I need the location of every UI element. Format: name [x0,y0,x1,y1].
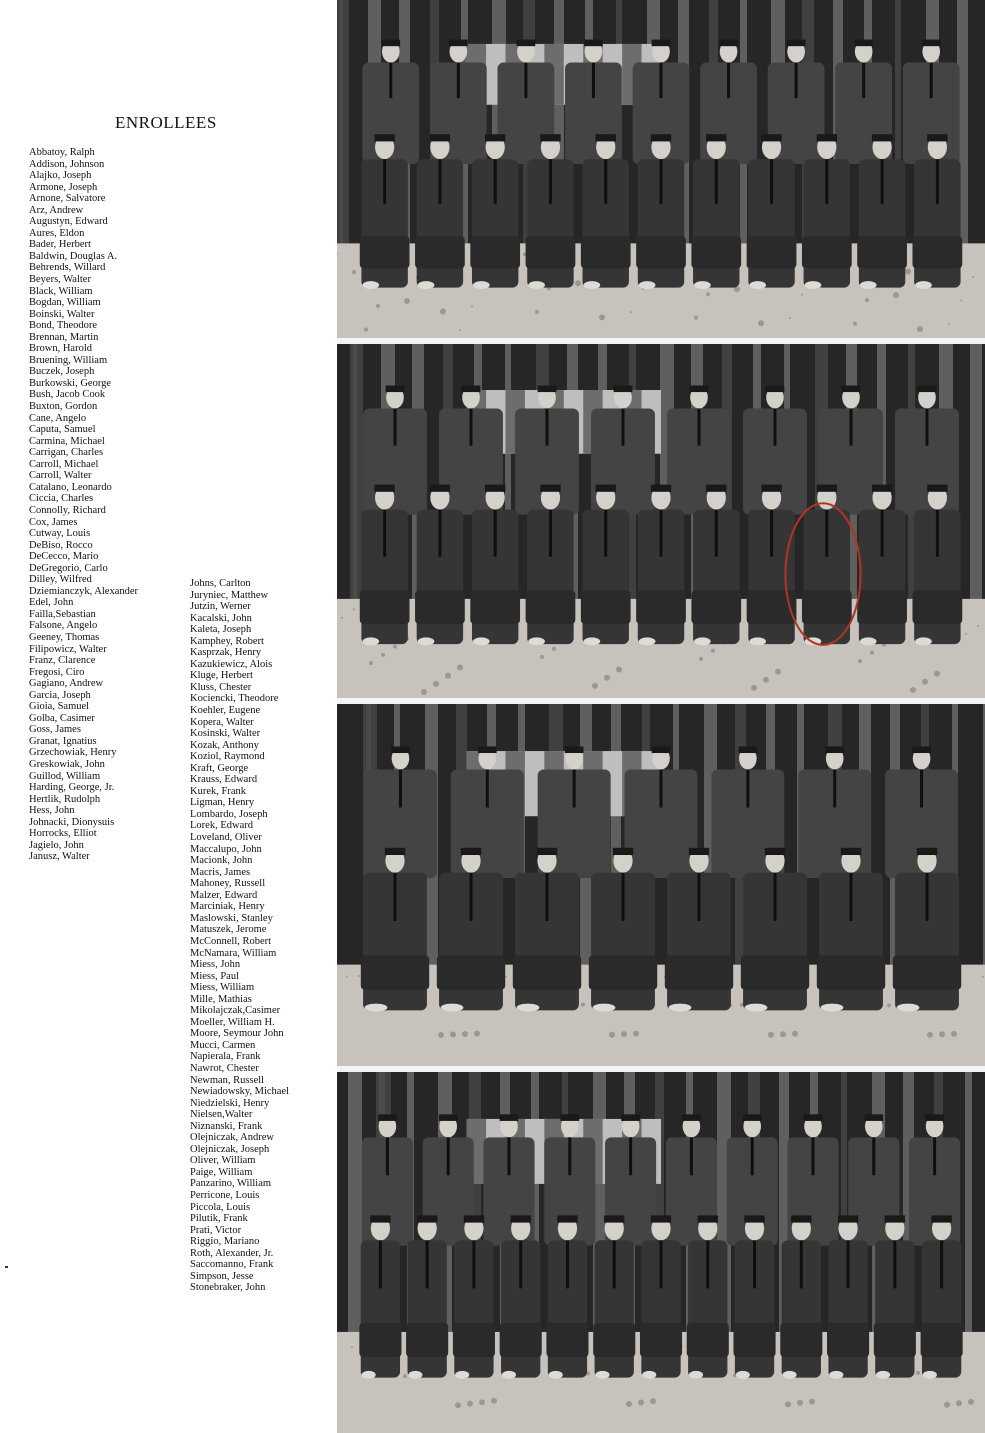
enrollee-name: McNamara, William [190,947,277,959]
enrollee-name: Mucci, Carmen [190,1039,256,1051]
enrollee-name: Jagielo, John [29,839,84,851]
enrollee-name: Buczek, Joseph [29,366,95,378]
enrollee-name: Franz, Clarence [29,655,96,667]
enrollee-name: Carroll, Michael [29,458,99,470]
enrollee-name: Baldwin, Douglas A. [29,250,118,262]
enrollee-name: Falsone, Angelo [29,620,98,632]
enrollee-name: Augustyn, Edward [29,216,108,228]
enrollee-name: Alajko, Joseph [29,170,92,182]
enrollee-name: Niznanski, Frank [190,1120,263,1132]
enrollee-name: Abbatoy, Ralph [29,147,95,158]
enrollee-name: Caputa, Samuel [29,424,96,436]
enrollee-name: Bond, Theodore [29,320,98,332]
enrollee-name: Olejniczak, Joseph [190,1143,270,1155]
enrollee-name: Hess, John [29,805,75,817]
photo-image [337,1072,985,1433]
enrollee-name: Fregosi, Ciro [29,666,85,678]
enrollee-name: Bruening, William [29,354,108,366]
enrollee-name: Garcia, Joseph [29,689,91,701]
enrollee-name: Greskowiak, John [29,758,105,770]
enrollee-name: Moore, Seymour John [190,1028,284,1040]
enrollee-name: Roth, Alexander, Jr. [190,1247,274,1259]
enrollee-name: Kluss, Chester [190,681,252,693]
enrollee-name: Johns, Carlton [190,578,251,589]
enrollee-name: Connolly, Richard [29,504,106,516]
enrollee-name: Aures, Eldon [29,227,85,239]
enrollee-name: Newiadowsky, Michael [190,1086,290,1098]
enrollee-name: Addison, Johnson [29,158,105,170]
enrollee-name: Lombardo, Joseph [190,808,268,820]
enrollee-name: Jutzin, Werner [190,601,251,613]
enrollee-name: Boinski, Walter [29,308,95,320]
enrollee-name: Black, William [29,285,93,297]
enrollee-name: Brennan, Martin [29,331,99,343]
scan-speck [5,1266,8,1268]
group-photo-3 [337,704,985,1066]
enrollee-name: Filipowicz, Walter [29,643,107,655]
enrollee-name: Kluge, Herbert [190,670,253,682]
enrollee-name: Johnacki, Dionysuis [29,816,115,828]
enrollee-name: Piccola, Louis [190,1201,251,1213]
enrollee-name: Bush, Jacob Cook [29,389,106,401]
enrollee-name: Koehler, Eugene [190,705,261,717]
enrollee-name: Cox, James [29,516,78,528]
enrollee-name: Kopera, Walter [190,716,254,728]
enrollee-name: Krauss, Edward [190,774,258,786]
enrollee-list-column-1 [29,147,138,863]
enrollee-name: Golba, Casimer [29,712,95,724]
enrollee-name: Cane, Angelo [29,412,87,424]
photo-image [337,344,985,698]
enrollee-name: Dziemianczyk, Alexander [29,585,139,597]
enrollee-name: Ligman, Henry [190,797,255,809]
enrollee-name: Simpson, Jesse [190,1270,254,1282]
enrollee-name: Kociencki, Theodore [190,693,279,705]
enrollee-name: Horrocks, Elliot [29,828,97,840]
enrollee-name: Oliver, William [190,1155,256,1167]
enrollee-name: Nawrot, Chester [190,1062,259,1074]
enrollee-name: Kasprzak, Henry [190,647,262,659]
enrollee-list-column-2 [190,578,289,1294]
enrollee-name: Arnone, Salvatore [29,193,106,205]
enrollee-name: Macris, James [190,866,251,878]
enrollee-name: Carroll, Walter [29,470,92,482]
enrollee-name: Maccalupo, John [190,843,262,855]
enrollee-name: Granat, Ignatius [29,735,97,747]
enrollee-name: Geeney, Thomas [29,631,100,643]
enrollee-name: Malzer, Edward [190,889,258,901]
enrollee-name: Miess, William [190,982,255,994]
enrollee-name: Kacalski, John [190,612,252,624]
enrollee-name: Matuszek, Jerome [190,924,267,936]
enrollee-name: McConnell, Robert [190,935,272,947]
enrollee-name: Behrends, Willard [29,262,106,274]
enrollee-name: Loveland, Oliver [190,832,262,844]
enrollee-name: Carmina, Michael [29,435,105,447]
page-heading: ENROLLEES [115,113,217,132]
enrollee-name: Burkowski, George [29,377,112,389]
enrollee-name: Harding, George, Jr. [29,782,115,794]
enrollee-name: Gagiano, Andrew [29,678,104,690]
enrollee-name: Macionk, John [190,855,253,867]
enrollee-name: Grzechowiak, Henry [29,747,117,759]
enrollee-name: Koziol, Raymond [190,751,265,763]
enrollee-name: Mahoney, Russell [190,878,266,890]
enrollee-name: Miess, John [190,959,241,971]
enrollee-name: Carrigan, Charles [29,447,104,459]
enrollee-name: Pilutik, Frank [190,1213,248,1225]
photo-image [337,704,985,1066]
enrollee-name: Nielsen,Walter [190,1109,253,1121]
enrollee-name: Marciniak, Henry [190,901,265,913]
enrollee-name: Hertlik, Rudolph [29,793,101,805]
enrollee-name: Niedzielski, Henry [190,1097,270,1109]
enrollee-name: Paige, William [190,1166,253,1178]
enrollee-name: Prati, Victor [190,1224,242,1236]
enrollee-name: Edel, John [29,597,74,609]
enrollee-name: Dilley, Wilfred [29,574,92,586]
enrollee-name: Bogdan, William [29,297,101,309]
enrollee-name: DeCecco, Mario [29,551,99,563]
enrollee-name: Kaleta, Joseph [190,624,252,636]
enrollee-name: Maslowski, Stanley [190,912,273,924]
enrollee-name: Kazukiewicz, Alois [190,658,273,670]
enrollee-name: Guillod, William [29,770,101,782]
enrollee-name: Failla,Sebastian [29,608,96,620]
enrollee-name: Juryniec, Matthew [190,589,269,601]
enrollee-name: Lorek, Edward [190,820,253,832]
group-photo-2 [337,344,985,698]
enrollee-name: Saccomanno, Frank [190,1259,274,1271]
enrollee-name: Catalano, Leonardo [29,481,112,493]
enrollee-name: Buxton, Gordon [29,401,98,413]
photo-strip [337,0,985,1433]
enrollee-name: Riggio, Mariano [190,1236,260,1248]
enrollee-name: Miess, Paul [190,970,240,982]
enrollee-name: Armone, Joseph [29,181,98,193]
enrollee-name: Kosinski, Walter [190,728,261,740]
enrollee-name: Kamphey, Robert [190,635,264,647]
enrollee-name: Goss, James [29,724,81,736]
enrollee-name: Napierala, Frank [190,1051,261,1063]
enrollee-name: Kozak, Anthony [190,739,259,751]
enrollee-name: Arz, Andrew [29,204,84,216]
group-photo-4 [337,1072,985,1433]
enrollee-name: Brown, Harold [29,343,92,355]
enrollee-name: Mille, Mathias [190,993,252,1005]
enrollee-name: Moeller, William H. [190,1016,275,1028]
enrollee-name: Bader, Herbert [29,239,91,251]
enrollee-name: Newman, Russell [190,1074,265,1086]
group-photo-1 [337,0,985,338]
enrollee-name: Ciccia, Charles [29,493,94,505]
enrollee-name: Kraft, George [190,762,249,774]
enrollee-name: Perricone, Louis [190,1189,260,1201]
enrollee-name: Janusz, Walter [29,851,90,863]
photo-image [337,0,985,338]
enrollee-name: DeGregorio, Carlo [29,562,108,574]
enrollee-name: Gioia, Samuel [29,701,90,713]
enrollee-name: Panzarino, William [190,1178,272,1190]
enrollee-name: Kurek, Frank [190,785,246,797]
enrollee-name: Stonebraker, John [190,1282,266,1294]
enrollee-name: Mikolajczak,Casimer [190,1005,281,1017]
enrollee-name: DeBiso, Rocco [29,539,93,551]
enrollee-name: Beyers, Walter [29,274,91,286]
enrollee-name: Cutway, Louis [29,528,91,540]
enrollee-name: Olejniczak, Andrew [190,1132,274,1144]
